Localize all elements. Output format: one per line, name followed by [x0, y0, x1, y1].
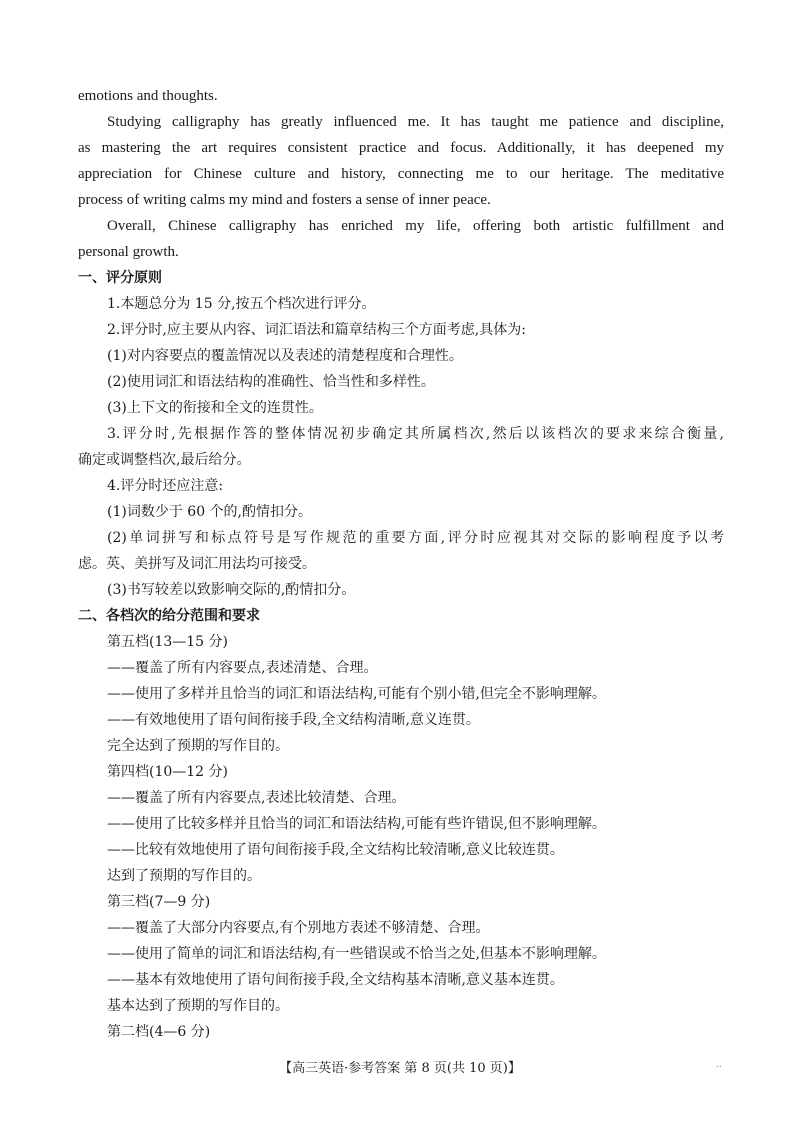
tier-summary: 完全达到了预期的写作目的。 [107, 738, 289, 754]
tier-summary: 基本达到了预期的写作目的。 [107, 998, 289, 1014]
tier-criterion: ——使用了比较多样并且恰当的词汇和语法结构,可能有些许错误,但不影响理解。 [107, 816, 606, 832]
tier-summary: 达到了预期的写作目的。 [107, 868, 261, 884]
rule-item: 3.评分时,先根据作答的整体情况初步确定其所属档次,然后以该档次的要求来综合衡量, [107, 426, 724, 442]
essay-line: Studying calligraphy has greatly influenced me. It has taught me patience and discipline, [107, 114, 724, 130]
tier-title: 第四档(10—12 分) [107, 764, 229, 780]
essay-line: appreciation for Chinese culture and history, connecting me to our heritage. The meditative [78, 166, 724, 182]
tier-criterion: ——覆盖了所有内容要点,表述清楚、合理。 [107, 660, 378, 676]
page-footer: 【高三英语·参考答案 第 8 页(共 10 页)】 [279, 1061, 521, 1076]
tier-criterion: ——基本有效地使用了语句间衔接手段,全文结构基本清晰,意义基本连贯。 [107, 972, 564, 988]
tier-criterion: ——覆盖了所有内容要点,表述比较清楚、合理。 [107, 790, 406, 806]
rule-subitem: (2)使用词汇和语法结构的准确性、恰当性和多样性。 [107, 374, 435, 390]
tier-criterion: ——覆盖了大部分内容要点,有个别地方表述不够清楚、合理。 [107, 920, 490, 936]
tier-title: 第三档(7—9 分) [107, 894, 211, 910]
rule-subitem-continued: 虑。英、美拼写及词汇用法均可接受。 [78, 556, 316, 572]
rule-subitem: (1)对内容要点的覆盖情况以及表述的清楚程度和合理性。 [107, 348, 463, 364]
tier-criterion: ——使用了简单的词汇和语法结构,有一些错误或不恰当之处,但基本不影响理解。 [107, 946, 606, 962]
essay-line: process of writing calms my mind and fosters a sense of inner peace. [78, 192, 491, 208]
scan-mark: .. [716, 1060, 722, 1070]
tier-title: 第五档(13—15 分) [107, 634, 229, 650]
rule-subitem: (2)单词拼写和标点符号是写作规范的重要方面,评分时应视其对交际的影响程度予以考 [107, 530, 724, 546]
essay-line: as mastering the art requires consistent practice and focus. Additionally, it has deepened my [78, 140, 724, 156]
rule-subitem: (1)词数少于 60 个的,酌情扣分。 [107, 504, 312, 520]
rule-item: 2.评分时,应主要从内容、词汇语法和篇章结构三个方面考虑,具体为: [107, 322, 526, 338]
rule-item: 4.评分时还应注意: [107, 478, 224, 494]
tier-criterion: ——使用了多样并且恰当的词汇和语法结构,可能有个别小错,但完全不影响理解。 [107, 686, 606, 702]
rule-subitem: (3)书写较差以致影响交际的,酌情扣分。 [107, 582, 356, 598]
tier-criterion: ——有效地使用了语句间衔接手段,全文结构清晰,意义连贯。 [107, 712, 480, 728]
section-heading-score-bands: 二、各档次的给分范围和要求 [78, 608, 260, 624]
section-heading-grading-principles: 一、评分原则 [78, 270, 162, 286]
rule-item-continued: 确定或调整档次,最后给分。 [78, 452, 251, 468]
rule-subitem: (3)上下文的衔接和全文的连贯性。 [107, 400, 323, 416]
tier-criterion: ——比较有效地使用了语句间衔接手段,全文结构比较清晰,意义比较连贯。 [107, 842, 564, 858]
essay-line: emotions and thoughts. [78, 88, 218, 104]
rule-item: 1.本题总分为 15 分,按五个档次进行评分。 [107, 296, 376, 312]
essay-line: personal growth. [78, 244, 179, 260]
essay-line: Overall, Chinese calligraphy has enriched my life, offering both artistic fulfillment and [107, 218, 724, 234]
tier-title: 第二档(4—6 分) [107, 1024, 211, 1040]
